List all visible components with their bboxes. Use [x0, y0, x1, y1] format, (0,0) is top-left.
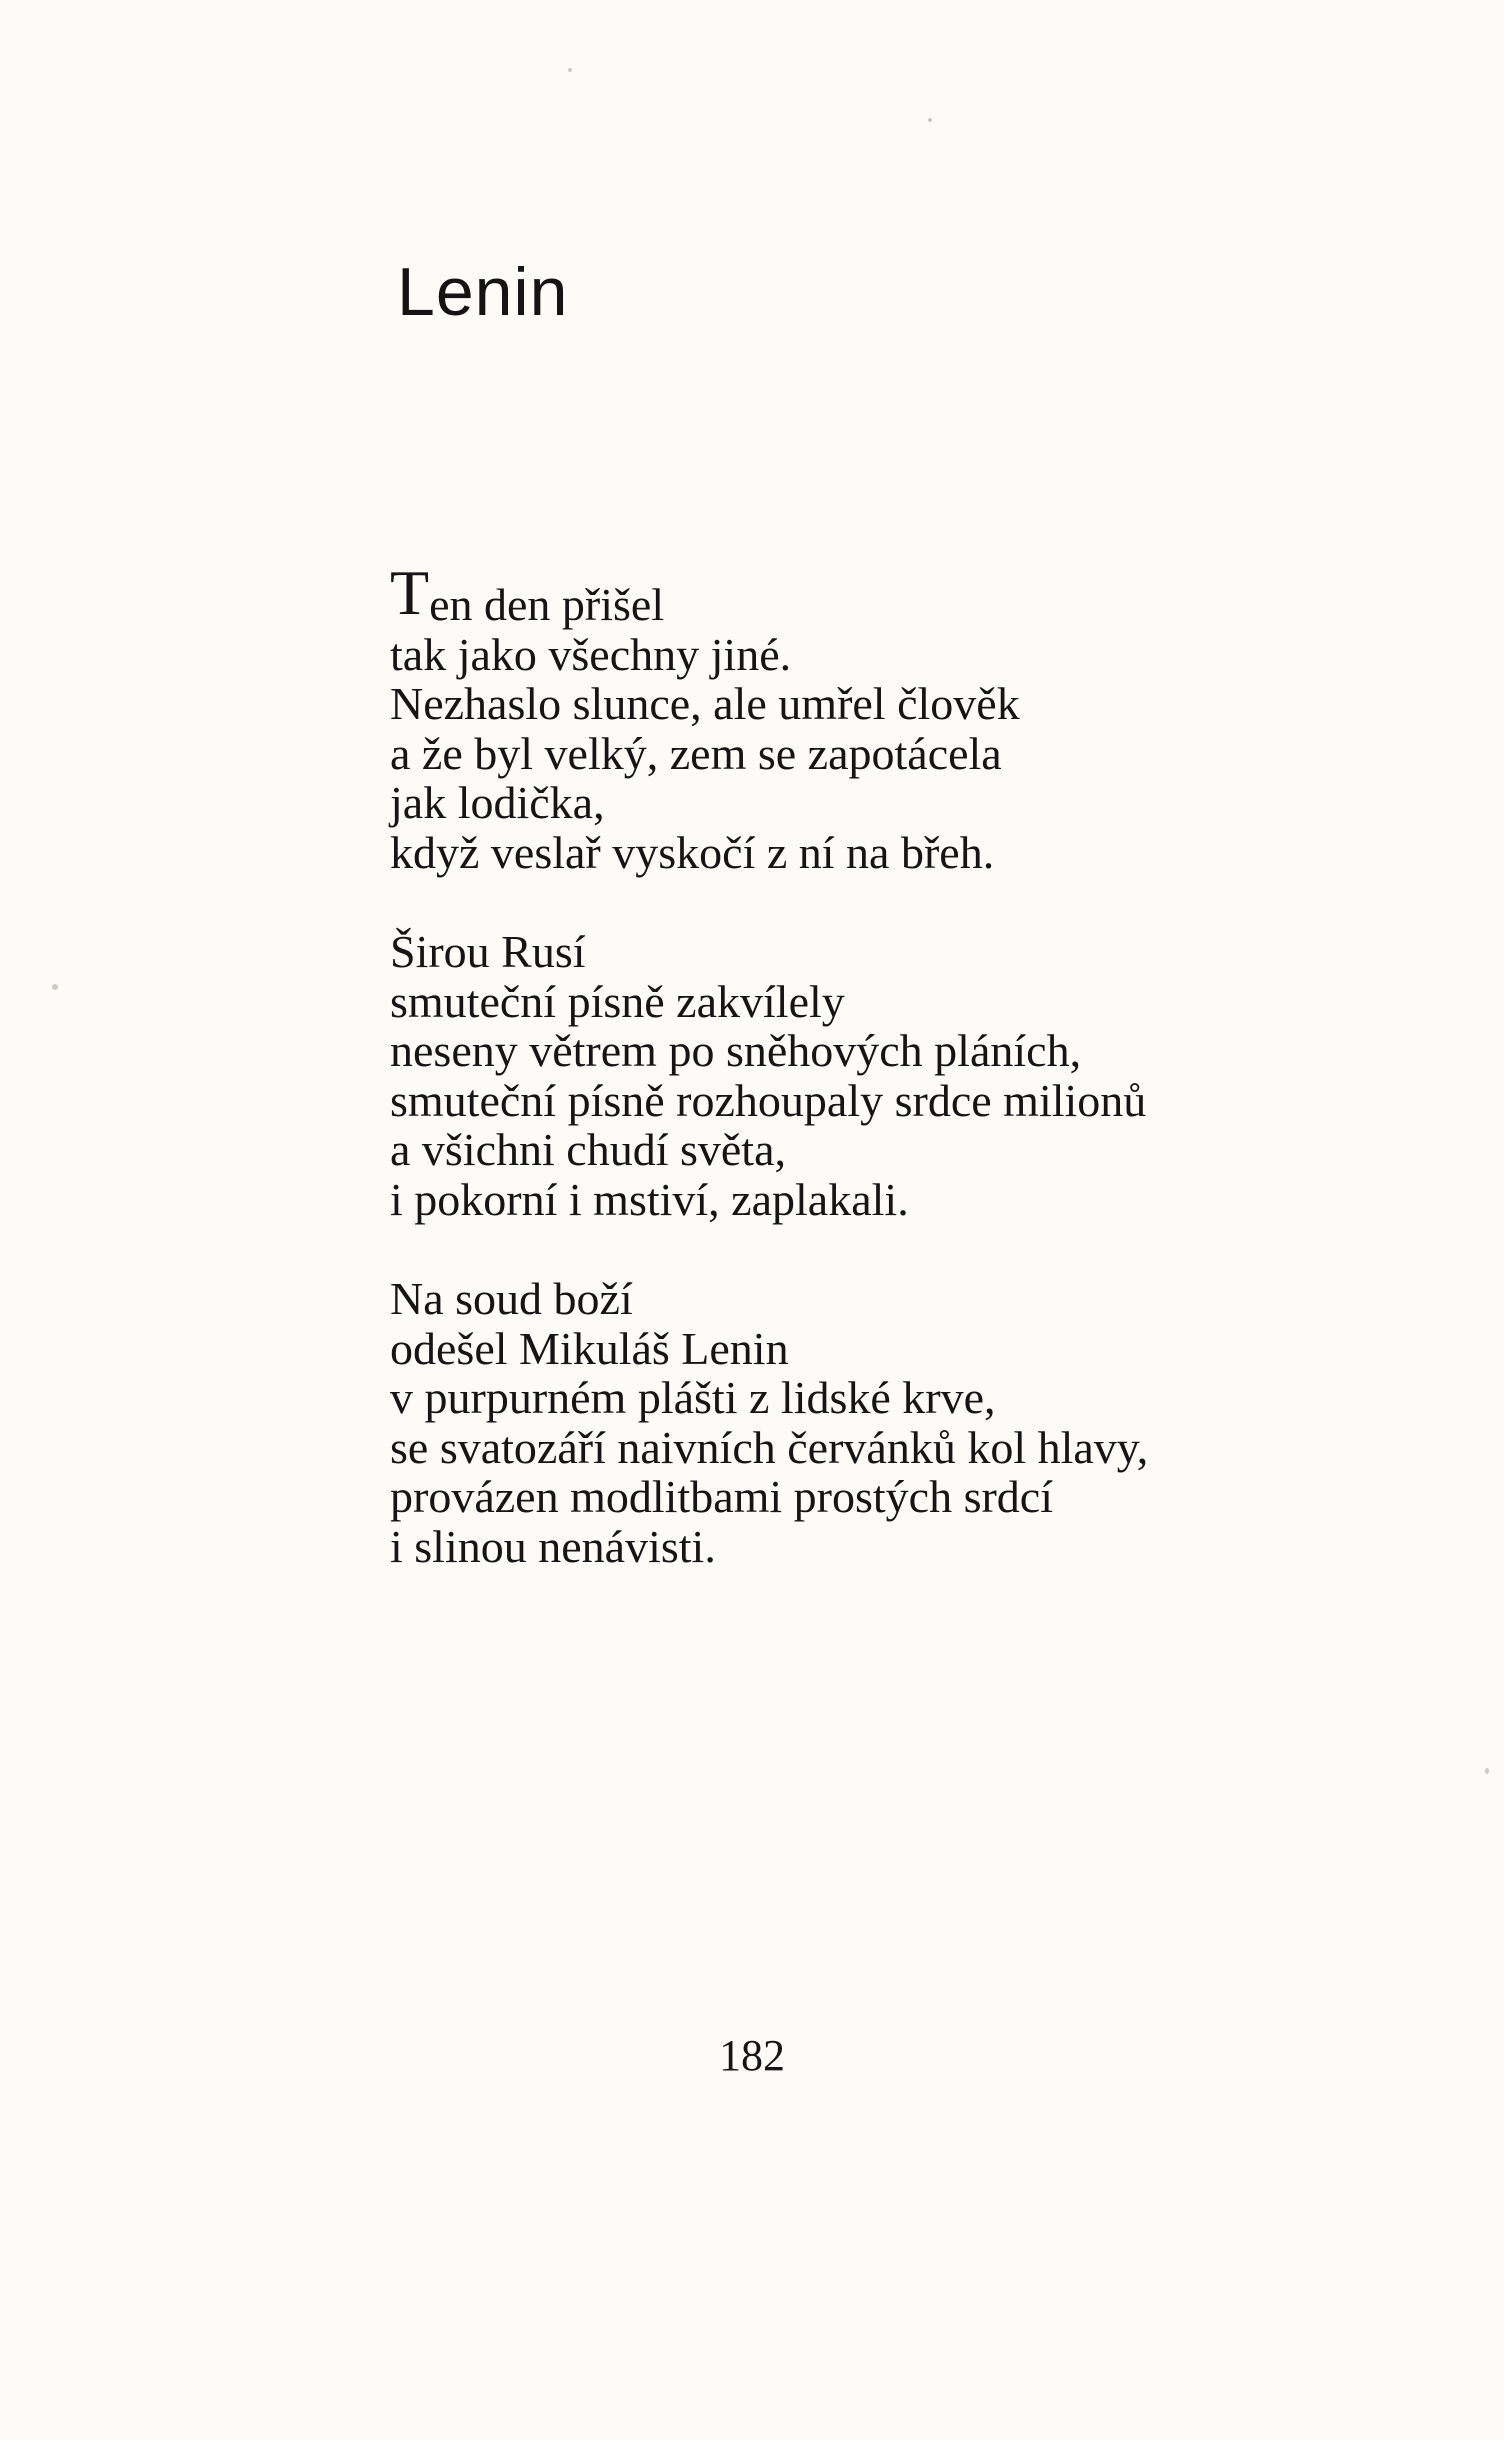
poem-line: Širou Rusí: [390, 926, 586, 977]
poem-line: a že byl velký, zem se zapotácela: [390, 727, 1002, 779]
poem-line: a všichni chudí světa,: [390, 1124, 787, 1175]
poem-line: smuteční písně rozhoupaly srdce milionů: [390, 1074, 1147, 1126]
poem-line: v purpurném plášti z lidské krve,: [390, 1372, 996, 1423]
poem-line: jak lodička,: [390, 777, 605, 828]
initial-letter: T: [390, 557, 430, 628]
poem-line: [390, 557, 1390, 630]
poem-line: i slinou nenávisti.: [390, 1520, 716, 1572]
poem-line: provázen modlitbami prostých srdcí: [390, 1471, 1054, 1522]
paper-speck: [928, 118, 932, 122]
poem-line: když veslař vyskočí z ní na břeh.: [390, 826, 995, 878]
poem-line: neseny větrem po sněhových pláních,: [390, 1025, 1082, 1076]
paper-speck: [1485, 1768, 1489, 1774]
poem-body: [390, 557, 1390, 1572]
first-line-text: en den přišel: [429, 579, 665, 630]
poem-line: odešel Mikuláš Lenin: [390, 1322, 789, 1374]
poem-line: se svatozáří naivních červánků kol hlavy,: [390, 1421, 1149, 1473]
stanza-1: [390, 557, 1390, 878]
poem-line: i pokorní i mstiví, zaplakali.: [390, 1173, 909, 1225]
poem-line: tak jako všechny jiné.: [390, 628, 792, 680]
stanza-3: [390, 1274, 1390, 1571]
poem-line: smuteční písně zakvílely: [390, 975, 845, 1027]
poem-line: Nezhaslo slunce, ale umřel člověk: [390, 678, 1020, 729]
poem-title: Lenin: [397, 254, 569, 330]
paper-speck: [52, 984, 58, 990]
stanza-2: [390, 927, 1390, 1224]
page-number: 182: [719, 2031, 785, 2080]
poem-line: Na soud boží: [390, 1273, 633, 1324]
paper-speck: [568, 68, 572, 72]
